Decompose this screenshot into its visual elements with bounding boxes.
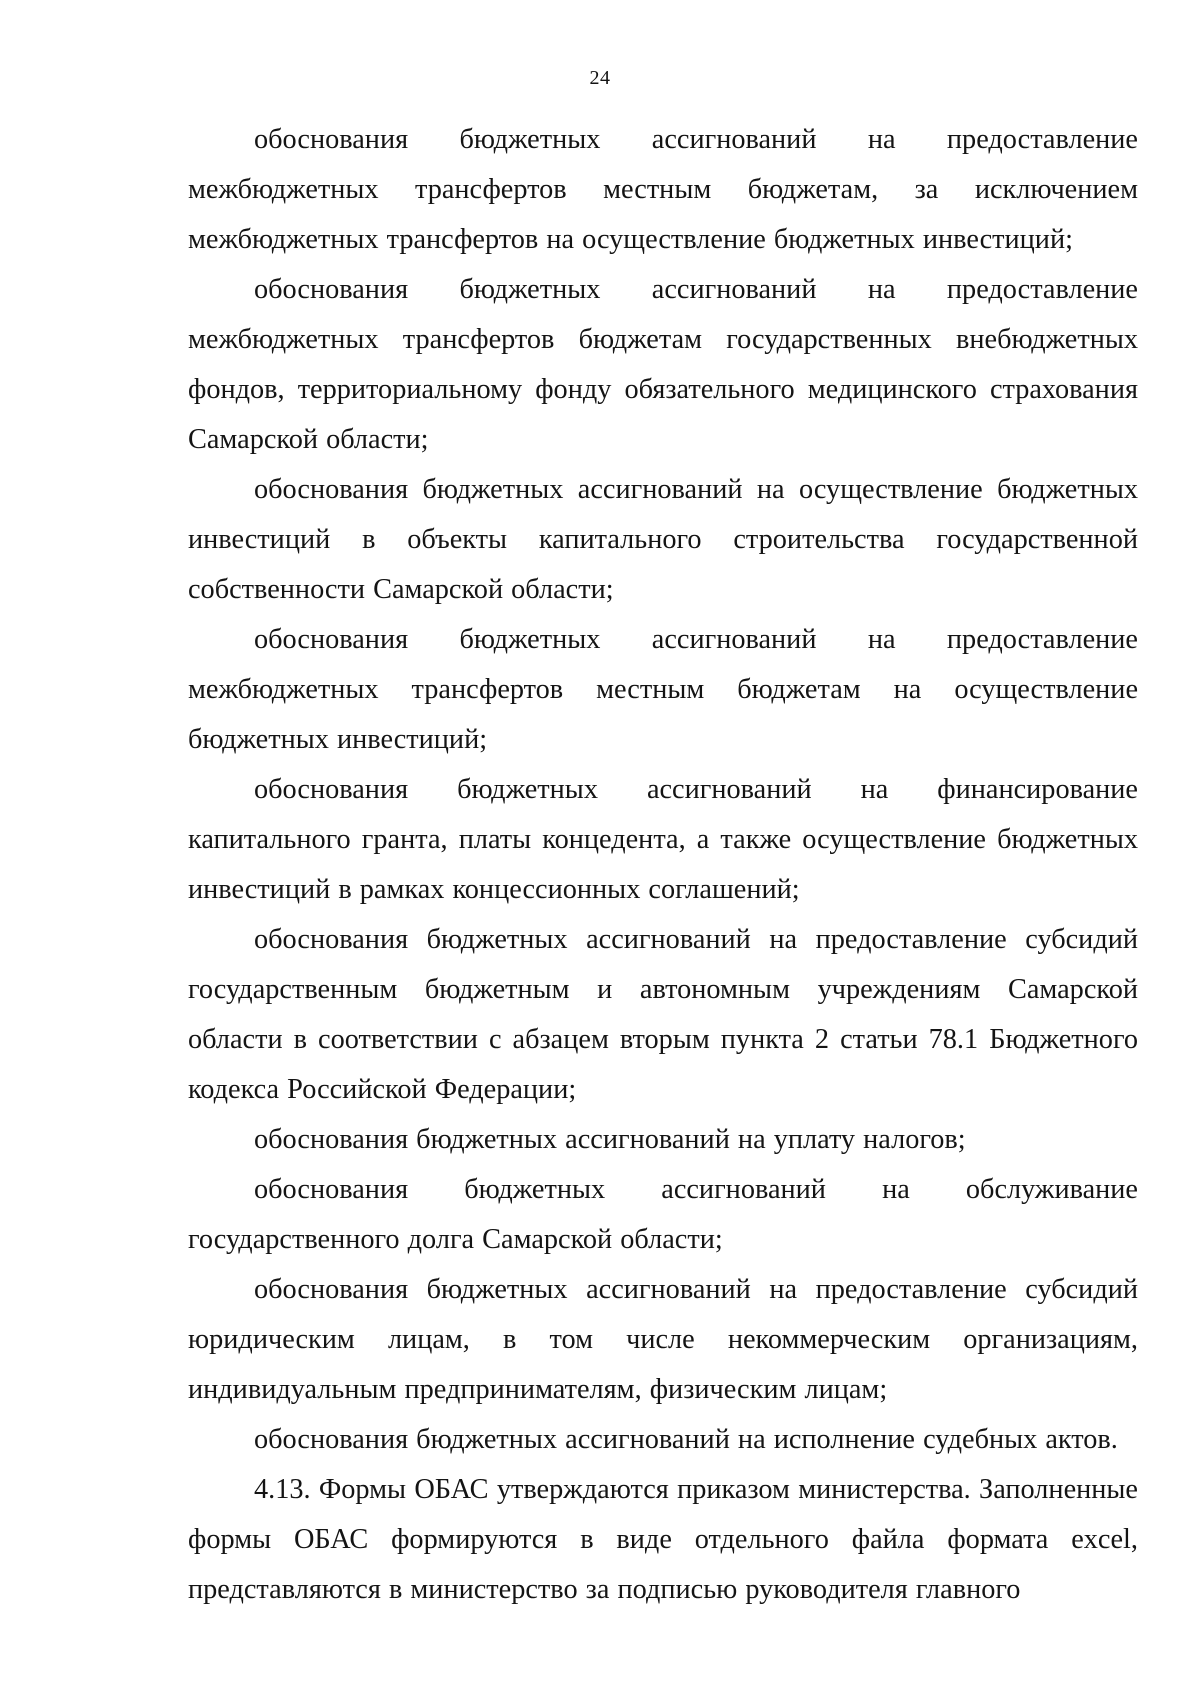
paragraph-2: обоснования бюджетных ассигнований на предоставление межбюджетных трансфертов бюджетам государственных внебюджетных фондов, территориальному фонду обязательного медицинского страхования Самарской области; <box>188 274 1138 455</box>
paragraph-9: обоснования бюджетных ассигнований на предоставление субсидий юридическим лицам, в том числе некоммерческим организациям, индивидуальным предпринимателям, физическим лицам; <box>188 1274 1138 1405</box>
paragraph-7: обоснования бюджетных ассигнований на уплату налогов; <box>254 1124 966 1155</box>
paragraph-6: обоснования бюджетных ассигнований на предоставление субсидий государственным бюджетным и автономным учреждениям Самарской области в соответствии с абзацем вторым пункта 2 статьи 78.1 Бюджетного кодекса Российской Федерации; <box>188 924 1138 1105</box>
paragraph-5: обоснования бюджетных ассигнований на финансирование капитального гранта, платы концедента, а также осуществление бюджетных инвестиций в рамках концессионных соглашений; <box>188 774 1138 905</box>
paragraph-3: обоснования бюджетных ассигнований на осуществление бюджетных инвестиций в объекты капитального строительства государственной собственности Самарской области; <box>188 474 1138 605</box>
paragraph-11: 4.13. Формы ОБАС утверждаются приказом министерства. Заполненные формы ОБАС формируются в виде отдельного файла формата excel, представляются в министерство за подписью руководителя главного <box>188 1474 1138 1605</box>
paragraph-1: обоснования бюджетных ассигнований на предоставление межбюджетных трансфертов местным бюджетам, за исключением межбюджетных трансфертов на осуществление бюджетных инвестиций; <box>188 124 1138 255</box>
document-body <box>188 115 1138 1615</box>
paragraph-8: обоснования бюджетных ассигнований на обслуживание государственного долга Самарской области; <box>188 1174 1138 1255</box>
paragraph-4: обоснования бюджетных ассигнований на предоставление межбюджетных трансфертов местным бюджетам на осуществление бюджетных инвестиций; <box>188 624 1138 755</box>
paragraph-10: обоснования бюджетных ассигнований на исполнение судебных актов. <box>254 1424 1118 1455</box>
page-number: 24 <box>589 67 611 89</box>
